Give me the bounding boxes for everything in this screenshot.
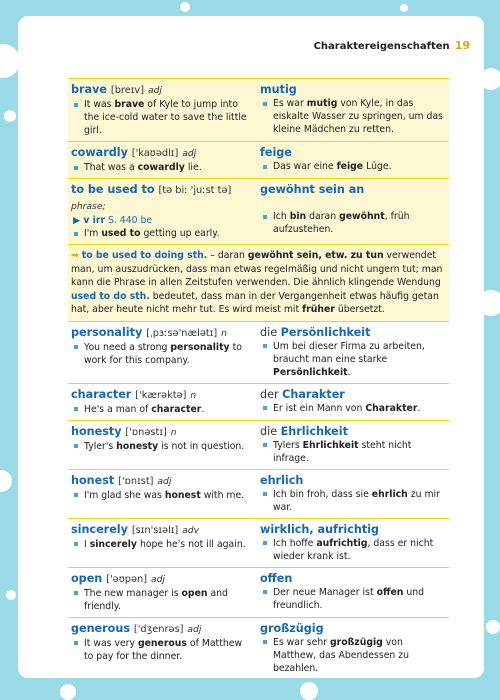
english-cell: [68, 179, 257, 244]
german-cell: [257, 322, 449, 383]
example-de: Ich bin daran gewöhnt, früh aufzustehen.: [260, 210, 446, 236]
example-en: That was a cowardly lie.: [71, 161, 254, 174]
english-cell: [68, 322, 257, 383]
part-of-speech: adj: [157, 475, 172, 487]
example-en: I sincerely hope he's not ill again.: [71, 538, 254, 551]
translation: wirklich, aufrichtig: [260, 522, 380, 536]
book-page: [18, 16, 484, 678]
example-de: Ich hoffe aufrichtig, dass er nicht wieder krank ist.: [260, 537, 446, 563]
pronunciation: ['əʊpən]: [106, 573, 148, 585]
german-cell: [257, 470, 449, 518]
translation: offen: [260, 571, 293, 585]
translation: gewöhnt sein an: [260, 183, 365, 196]
vocab-row: [68, 618, 449, 679]
arrow-right-icon: ➡: [71, 250, 79, 261]
usage-note: ➡ to be used to doing sth. – daran gewöhnt sein, etw. zu tun verwendet man, um auszudrücken, dass man etwas regelmäßig und nicht ungern tut; man kann die Phrase in allen Zeitstufen verwenden. Die ähnlich klingende Wendung used to do sth. bedeutet, dass man in der Vergangenheit etwas häufig getan hat, aber heute nicht mehr tut. Es wird meist mit früher übersetzt.: [68, 245, 449, 322]
vocab-row: [68, 142, 449, 179]
translation: mutig: [260, 83, 297, 96]
english-cell: [68, 470, 257, 518]
translation: feige: [260, 146, 292, 159]
cross-reference: ▶ v irr S. 440 be: [73, 215, 153, 226]
translation: großzügig: [260, 621, 324, 635]
pronunciation: ['ɒnɪst]: [118, 475, 154, 487]
english-cell: [68, 384, 257, 420]
example-en: The new manager is open and friendly.: [71, 587, 254, 613]
translation: die Persönlichkeit: [260, 325, 371, 339]
vocab-row: [68, 384, 449, 421]
vocab-row: [68, 78, 449, 142]
german-cell: [257, 421, 449, 469]
pronunciation: [sɪn'sɪəlɪ]: [131, 524, 179, 536]
part-of-speech: adj: [150, 573, 165, 585]
decor-dot: [0, 44, 20, 78]
part-of-speech: n: [221, 327, 227, 339]
headword: cowardly ['kaʊədlɪ] adj: [71, 146, 197, 159]
part-of-speech: adj: [147, 85, 162, 96]
part-of-speech: adj: [182, 148, 197, 159]
german-cell: [257, 568, 449, 617]
part-of-speech: adv: [182, 524, 200, 536]
decor-dot: [300, 682, 318, 700]
headword: honest ['ɒnɪst] adj: [71, 473, 172, 487]
decor-dot: [0, 470, 12, 492]
part-of-speech: n: [170, 426, 177, 438]
example-en: It was very generous of Matthew to pay for the dinner.: [71, 637, 254, 663]
headword: sincerely [sɪn'sɪəlɪ] adv: [71, 522, 200, 536]
german-cell: [257, 618, 449, 679]
headword: brave [breɪv] adj: [71, 83, 162, 96]
decor-dot: [60, 684, 76, 700]
page-title: Charaktereigenschaften: [313, 41, 450, 52]
english-cell: [68, 421, 257, 469]
vocab-row: [68, 568, 449, 618]
example-en: He's a man of character.: [71, 403, 254, 416]
headword: character ['kærəktə] n: [71, 387, 197, 401]
example-de: Das war eine feige Lüge.: [260, 160, 446, 173]
translation: ehrlich: [260, 473, 304, 487]
headword: personality [ˌpɜːsə'nælətɪ] n: [71, 325, 227, 339]
german-cell: [257, 179, 449, 244]
page-number: 19: [454, 39, 470, 52]
headword: generous ['dʒenrəs] adj: [71, 621, 202, 635]
page-header: [314, 39, 470, 52]
vocab-row: [68, 322, 449, 384]
headword: open ['əʊpən] adj: [71, 571, 165, 585]
english-cell: [68, 618, 257, 679]
vocab-row: [68, 421, 449, 470]
part-of-speech: n: [190, 389, 197, 401]
example-en: I'm used to getting up early.: [71, 227, 254, 240]
vocab-row: [68, 470, 449, 519]
example-de: Es war sehr großzügig von Matthew, das Abendessen zu bezahlen.: [260, 636, 446, 675]
vocab-row: [68, 179, 449, 245]
decor-dot: [180, 2, 190, 12]
german-cell: [257, 519, 449, 567]
example-de: Es war mutig von Kyle, in das eiskalte Wasser zu springen, um das kleine Mädchen zu retten.: [260, 97, 446, 136]
english-cell: [68, 79, 257, 141]
pronunciation: ['ɒnəstɪ]: [125, 426, 167, 438]
pronunciation: ['kaʊədlɪ]: [131, 148, 179, 159]
example-en: Tyler's honesty is not in question.: [71, 440, 254, 453]
example-de: Ich bin froh, dass sie ehrlich zu mir war.: [260, 488, 446, 514]
headword: honesty ['ɒnəstɪ] n: [71, 424, 177, 438]
german-cell: [257, 384, 449, 420]
english-cell: [68, 142, 257, 178]
pronunciation: [tə biː 'juːst tə]: [158, 185, 232, 196]
decor-dot: [4, 110, 16, 122]
headword: to be used to [tə biː 'juːst tə] phrase;: [71, 183, 232, 212]
pronunciation: [breɪv]: [110, 85, 145, 96]
translation: die Ehrlichkeit: [260, 424, 348, 438]
example-en: It was brave of Kyle to jump into the ice-cold water to save the little girl.: [71, 98, 254, 137]
part-of-speech: phrase;: [71, 201, 106, 212]
german-cell: [257, 142, 449, 178]
example-en: I'm glad she was honest with me.: [71, 489, 254, 502]
decor-dot: [400, 4, 408, 12]
vocabulary-table: [68, 78, 449, 678]
example-de: Er ist ein Mann von Charakter.: [260, 402, 446, 415]
pronunciation: ['kærəktə]: [135, 389, 187, 401]
example-en: You need a strong personality to work for this company.: [71, 341, 254, 367]
part-of-speech: adj: [187, 623, 202, 635]
decor-dot: [486, 620, 500, 634]
pronunciation: [ˌpɜːsə'nælətɪ]: [146, 327, 218, 339]
decor-dot: [6, 590, 16, 600]
vocab-row: [68, 519, 449, 568]
example-de: Um bei dieser Firma zu arbeiten, braucht man eine starke Persönlichkeit.: [260, 340, 446, 379]
translation: der Charakter: [260, 387, 345, 401]
example-de: Tylers Ehrlichkeit steht nicht infrage.: [260, 439, 446, 465]
german-cell: [257, 79, 449, 141]
english-cell: [68, 568, 257, 617]
example-de: Der neue Manager ist offen und freundlich.: [260, 586, 446, 612]
english-cell: [68, 519, 257, 567]
pronunciation: ['dʒenrəs]: [133, 623, 184, 635]
